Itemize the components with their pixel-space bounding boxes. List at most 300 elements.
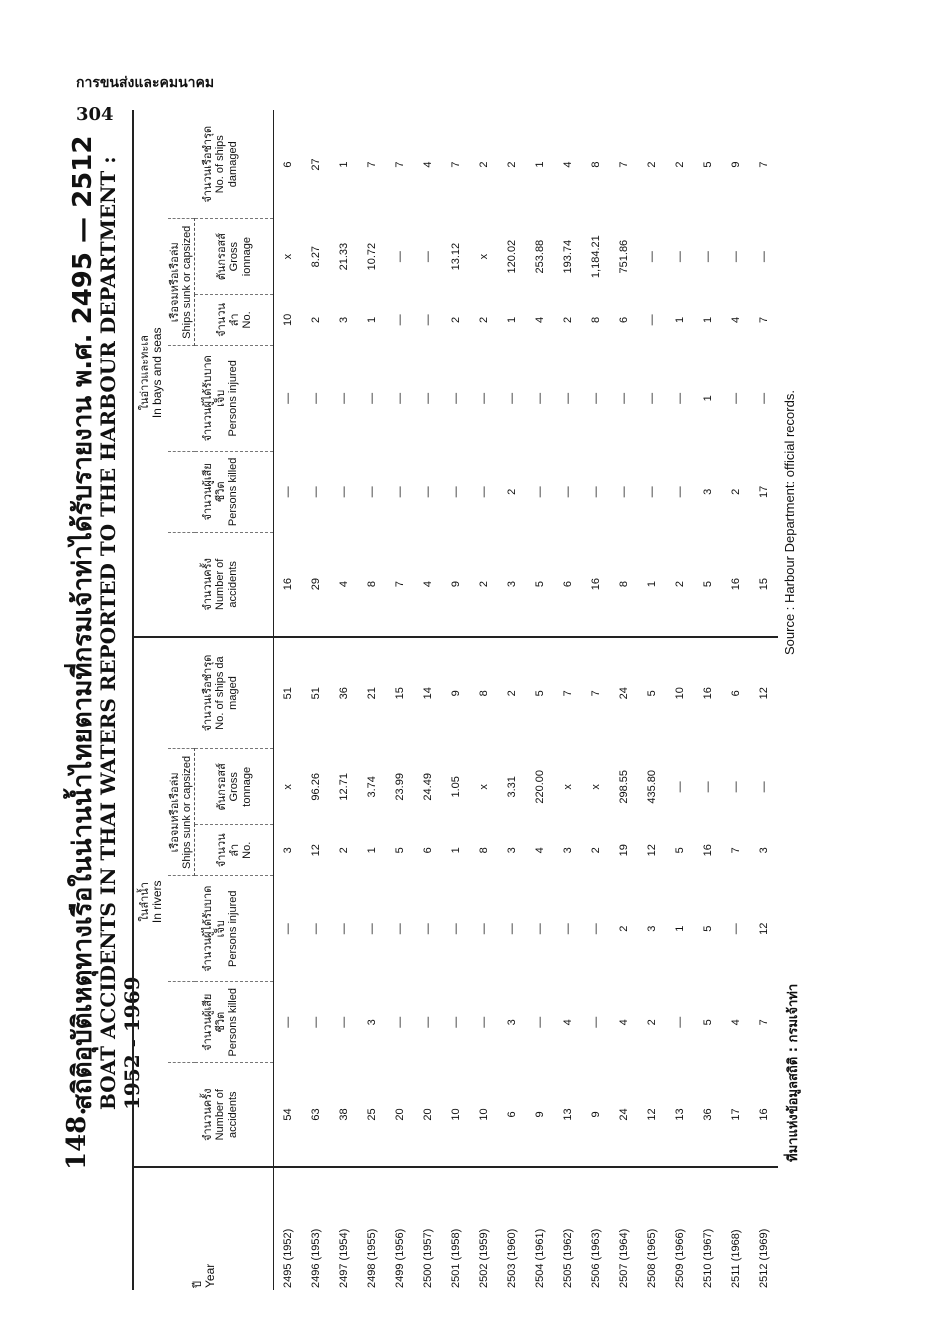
- table-row: [442, 110, 470, 1290]
- rivers-gross-tonnage-cell: 1.05: [450, 776, 462, 798]
- year-cell: 2510 (1967): [694, 1167, 722, 1290]
- seas-injured-cell: 1: [702, 395, 714, 402]
- rivers-gross-tonnage-cell: 12.71: [338, 773, 350, 801]
- rivers-accidents-cell: 20: [422, 1108, 434, 1121]
- table-row: [666, 110, 694, 1290]
- seas-sunk-no-cell: —: [646, 314, 658, 326]
- title-thai: สถิติอุบัติเหตุทางเรือในน่านน้ำไทยตามที่กรมเจ้าท่าได้รับรายงาน พ.ศ. 2495 — 2512: [68, 135, 98, 1110]
- seas-accidents-header: [168, 533, 274, 637]
- rivers-accidents-cell: 10: [478, 1108, 490, 1121]
- table-row: [694, 110, 722, 1290]
- rivers-damaged-cell: 10: [674, 687, 686, 700]
- rivers-killed-cell: —: [450, 1016, 462, 1028]
- year-cell: 2495 (1952): [274, 1167, 303, 1290]
- rivers-killed-cell: —: [282, 1016, 294, 1028]
- rivers-sunk-no-cell: 2: [590, 847, 602, 854]
- seas-accidents-cell: 29: [302, 533, 330, 637]
- seas-sunk-no-cell: 1: [702, 316, 714, 323]
- section-header: การขนส่งและคมนาคม: [76, 75, 215, 91]
- seas-gross-tonnage-cell: —: [422, 251, 434, 263]
- seas-sunk-header: [168, 219, 195, 345]
- seas-killed-cell: —: [646, 486, 658, 498]
- seas-injured-cell: —: [478, 392, 490, 404]
- rivers-killed-cell: —: [394, 1016, 406, 1028]
- rivers-injured-cell: —: [478, 923, 490, 935]
- seas-damaged-cell: 7: [394, 161, 406, 168]
- table-row: [750, 110, 778, 1290]
- seas-no-thai: จำนวนลำ: [214, 302, 241, 337]
- rivers-damaged-cell: 9: [450, 690, 462, 697]
- seas-accidents-cell: 16: [722, 533, 750, 637]
- rivers-sunk-no-cell: 3: [562, 847, 574, 854]
- year-cell: 2502 (1959): [470, 1167, 498, 1290]
- rivers-sunk-no-cell: 7: [730, 847, 742, 854]
- group-header-row: [134, 110, 168, 1290]
- rivers-sunk-thai: เรือจมหรือเรือล่ม: [168, 772, 181, 853]
- seas-damaged-cell: 1: [338, 161, 350, 168]
- seas-sunk-no-cell: 8: [590, 316, 602, 323]
- seas-killed-cell: —: [450, 486, 462, 498]
- year-cell: 2511 (1968): [722, 1167, 750, 1290]
- rivers-injured-cell: —: [282, 923, 294, 935]
- rivers-injured-cell: —: [310, 923, 322, 935]
- seas-injured-cell: —: [310, 392, 322, 404]
- seas-killed-en: Persons killed: [227, 457, 239, 527]
- rivers-sunk-no-cell: 1: [366, 847, 378, 854]
- seas-accidents-cell: 2: [470, 533, 498, 637]
- table-number: 148.: [62, 1106, 92, 1170]
- seas-damaged-cell: 1: [534, 161, 546, 168]
- seas-killed-cell: —: [618, 486, 630, 498]
- rivers-killed-cell: 5: [702, 1019, 714, 1026]
- rivers-gross-tonnage-cell: 435.80: [646, 769, 658, 804]
- rivers-gross-tonnage-cell: x: [478, 784, 490, 790]
- rivers-accidents-cell: 36: [702, 1108, 714, 1121]
- rivers-damaged-cell: 12: [758, 687, 770, 700]
- rivers-injured-cell: —: [506, 923, 518, 935]
- seas-injured-cell: —: [562, 392, 574, 404]
- rivers-accidents-cell: 6: [506, 1111, 518, 1118]
- rivers-damaged-cell: 24: [618, 687, 630, 700]
- year-cell: 2501 (1958): [442, 1167, 470, 1290]
- seas-gross-tonnage-cell: x: [478, 253, 490, 260]
- rivers-damaged-header: [168, 637, 274, 749]
- seas-killed-cell: 17: [758, 485, 770, 498]
- seas-killed-cell: —: [674, 486, 686, 498]
- seas-accidents-cell: 3: [498, 533, 526, 637]
- rivers-no-thai: จำนวนลำ: [214, 833, 241, 868]
- seas-accidents-cell: 4: [330, 533, 358, 637]
- table-row: [414, 110, 442, 1290]
- seas-damaged-cell: 9: [730, 161, 742, 168]
- seas-injured-cell: —: [618, 392, 630, 404]
- seas-accidents-cell: 7: [386, 533, 414, 637]
- seas-damaged-cell: 7: [450, 161, 462, 168]
- seas-injured-cell: —: [730, 392, 742, 404]
- seas-sunk-no-cell: 1: [506, 316, 518, 323]
- table-row: [358, 110, 386, 1290]
- rivers-killed-cell: 3: [366, 1019, 378, 1026]
- seas-gross-header: [195, 219, 274, 294]
- seas-damaged-cell: 5: [702, 161, 714, 168]
- rivers-sunk-no-cell: 3: [282, 847, 294, 854]
- rivers-sunk-no-cell: 6: [422, 847, 434, 854]
- seas-accidents-cell: 8: [358, 533, 386, 637]
- seas-killed-cell: 2: [506, 488, 518, 495]
- year-cell: 2508 (1965): [638, 1167, 666, 1290]
- rivers-en: In rivers: [150, 880, 164, 924]
- rivers-sunk-no-cell: 5: [394, 847, 406, 854]
- rivers-injured-cell: 1: [674, 925, 686, 932]
- rivers-sunk-no-cell: 12: [310, 844, 322, 857]
- seas-damaged-cell: 2: [478, 161, 490, 168]
- rivers-sunk-no-cell: 3: [506, 847, 518, 854]
- seas-gross-tonnage-cell: —: [730, 251, 742, 263]
- rivers-accidents-thai: จำนวนครั้ง: [201, 1088, 214, 1141]
- year-cell: 2505 (1962): [554, 1167, 582, 1290]
- rivers-gross-tonnage-cell: 3.74: [366, 776, 378, 798]
- rivers-group-header: [134, 637, 168, 1167]
- rivers-thai: ในลำน้ำ: [138, 882, 151, 922]
- table-row: [722, 110, 750, 1290]
- seas-accidents-cell: 1: [638, 533, 666, 637]
- seas-killed-cell: —: [338, 486, 350, 498]
- seas-injured-cell: —: [674, 392, 686, 404]
- page-number: 304: [76, 104, 114, 125]
- seas-damaged-cell: 27: [310, 158, 322, 171]
- rivers-injured-cell: —: [450, 923, 462, 935]
- seas-gross-tonnage-cell: x: [282, 253, 294, 260]
- seas-gross-tonnage-cell: 13.12: [450, 242, 462, 271]
- seas-killed-thai: จำนวนผู้เสียชีวิต: [201, 463, 227, 521]
- seas-accidents-cell: 6: [554, 533, 582, 637]
- seas-killed-cell: 2: [730, 488, 742, 495]
- seas-sunk-no-cell: 7: [758, 316, 770, 323]
- rivers-gross-tonnage-cell: 3.31: [506, 776, 518, 798]
- table-row: [498, 110, 526, 1290]
- year-cell: 2504 (1961): [526, 1167, 554, 1290]
- rivers-killed-cell: —: [310, 1016, 322, 1028]
- rivers-killed-cell: —: [422, 1016, 434, 1028]
- rivers-sunk-no-cell: 19: [618, 844, 630, 857]
- rivers-killed-en: Persons killed: [227, 988, 239, 1057]
- seas-sunk-no-cell: 2: [562, 316, 574, 323]
- seas-killed-cell: —: [394, 486, 406, 498]
- rivers-sunk-no-cell: 2: [338, 847, 350, 854]
- seas-damaged-cell: 7: [758, 161, 770, 168]
- seas-sunk-en: Ships sunk or capsized: [181, 225, 193, 339]
- seas-injured-cell: —: [394, 392, 406, 404]
- rivers-damaged-cell: 6: [730, 690, 742, 697]
- seas-killed-cell: —: [310, 486, 322, 498]
- seas-killed-cell: —: [366, 486, 378, 498]
- seas-accidents-thai: จำนวนครั้ง: [201, 558, 214, 611]
- seas-killed-cell: 3: [702, 488, 714, 495]
- rivers-injured-cell: —: [366, 923, 378, 935]
- rivers-gross-header: [195, 749, 274, 825]
- title-english: BOAT ACCIDENTS IN THAI WATERS REPORTED TO THE HARBOUR DEPARTMENT : 1952 - 1969: [96, 156, 144, 1110]
- seas-damaged-header: [168, 110, 274, 219]
- seas-injured-cell: —: [450, 392, 462, 404]
- rivers-gross-tonnage-cell: 96.26: [310, 773, 322, 801]
- seas-gross-tonnage-cell: 193.74: [562, 239, 574, 274]
- seas-damaged-cell: 2: [674, 161, 686, 168]
- rivers-sunk-en: Ships sunk or capsized: [181, 755, 193, 869]
- rivers-gross-tonnage-cell: x: [562, 784, 574, 790]
- rivers-killed-cell: 7: [758, 1019, 770, 1026]
- seas-gross-tonnage-cell: 21.33: [338, 242, 350, 271]
- rivers-damaged-cell: 51: [310, 687, 322, 700]
- rivers-injured-cell: —: [394, 923, 406, 935]
- rivers-accidents-cell: 63: [310, 1108, 322, 1121]
- year-cell: 2509 (1966): [666, 1167, 694, 1290]
- seas-damaged-cell: 2: [506, 161, 518, 168]
- table-row: [526, 110, 554, 1290]
- rivers-sunk-no-cell: 16: [702, 844, 714, 857]
- seas-sunk-no-cell: 6: [618, 316, 630, 323]
- seas-accidents-cell: 8: [610, 533, 638, 637]
- rivers-accidents-cell: 17: [730, 1108, 742, 1121]
- rivers-damaged-cell: 51: [282, 687, 294, 700]
- year-cell: 2507 (1964): [610, 1167, 638, 1290]
- seas-sunk-no-cell: —: [422, 314, 434, 326]
- seas-injured-header: [168, 345, 274, 451]
- year-cell: 2497 (1954): [330, 1167, 358, 1290]
- table-row: [610, 110, 638, 1290]
- seas-injured-cell: —: [646, 392, 658, 404]
- seas-injured-cell: —: [758, 392, 770, 404]
- rivers-accidents-cell: 13: [562, 1108, 574, 1121]
- rivers-accidents-cell: 9: [534, 1111, 546, 1118]
- rivers-accidents-cell: 10: [450, 1108, 462, 1121]
- rivers-damaged-cell: 14: [422, 687, 434, 700]
- table-row: [274, 110, 303, 1290]
- seas-gross-tonnage-cell: 8.27: [310, 245, 322, 268]
- rivers-injured-cell: —: [562, 923, 574, 935]
- seas-killed-cell: —: [478, 486, 490, 498]
- seas-thai: ในอ่าวและทะเล: [138, 335, 151, 411]
- seas-killed-cell: —: [534, 486, 546, 498]
- seas-no-header: [195, 294, 274, 345]
- rivers-injured-en: Persons injured: [227, 890, 239, 967]
- subgroup-header-row: [168, 110, 195, 1290]
- year-cell: 2512 (1969): [750, 1167, 778, 1290]
- seas-gross-tonnage-cell: —: [702, 251, 714, 263]
- seas-gross-tonnage-cell: —: [646, 251, 658, 263]
- seas-gross-tonnage-cell: —: [758, 251, 770, 263]
- seas-gross-tonnage-cell: 751.86: [618, 239, 630, 274]
- year-header-en: Year: [202, 1263, 217, 1288]
- rivers-accidents-cell: 38: [338, 1108, 350, 1121]
- rivers-gross-tonnage-cell: 23.99: [394, 773, 406, 801]
- seas-accidents-cell: 5: [526, 533, 554, 637]
- rivers-killed-cell: 2: [646, 1019, 658, 1026]
- rivers-injured-cell: —: [730, 923, 742, 935]
- rivers-damaged-cell: 5: [534, 690, 546, 697]
- rivers-gross-tonnage-cell: 298.55: [618, 769, 630, 804]
- seas-sunk-no-cell: 4: [534, 316, 546, 323]
- seas-damaged-en: No. of ships damaged: [214, 135, 239, 194]
- year-cell: 2506 (1963): [582, 1167, 610, 1290]
- rivers-gross-tonnage-cell: —: [758, 781, 770, 793]
- seas-sunk-no-cell: 10: [282, 313, 294, 327]
- rivers-killed-header: [168, 982, 274, 1063]
- seas-killed-header: [168, 451, 274, 532]
- seas-killed-cell: —: [282, 486, 294, 498]
- rivers-damaged-cell: 21: [366, 687, 378, 700]
- rivers-gross-tonnage-cell: x: [282, 784, 294, 790]
- table-row: [330, 110, 358, 1290]
- seas-sunk-no-cell: 1: [674, 316, 686, 323]
- rivers-killed-cell: —: [590, 1016, 602, 1028]
- rivers-killed-cell: —: [674, 1016, 686, 1028]
- seas-accidents-cell: 9: [442, 533, 470, 637]
- rivers-no-en: No.: [240, 841, 253, 859]
- rivers-sunk-no-cell: 5: [674, 847, 686, 854]
- rivers-injured-cell: 3: [646, 925, 658, 932]
- rivers-damaged-cell: 36: [338, 687, 350, 700]
- seas-damaged-cell: 4: [562, 161, 574, 168]
- rivers-killed-cell: 3: [506, 1019, 518, 1026]
- seas-sunk-no-cell: 2: [310, 316, 322, 323]
- rivers-killed-cell: —: [478, 1016, 490, 1028]
- rivers-accidents-cell: 24: [618, 1108, 630, 1121]
- seas-injured-cell: —: [590, 392, 602, 404]
- rivers-accidents-cell: 54: [282, 1108, 294, 1121]
- seas-accidents-en: Number of accidents: [214, 558, 239, 610]
- year-cell: 2500 (1957): [414, 1167, 442, 1290]
- rivers-accidents-cell: 20: [394, 1108, 406, 1121]
- seas-gross-tonnage-cell: 253.88: [534, 239, 546, 274]
- rivers-accidents-cell: 12: [646, 1108, 658, 1121]
- seas-gross-thai: ตันกรอสส์: [214, 233, 228, 281]
- table-row: [554, 110, 582, 1290]
- seas-gross-tonnage-cell: 1,184.21: [590, 235, 602, 279]
- seas-killed-cell: —: [422, 486, 434, 498]
- seas-damaged-cell: 7: [618, 161, 630, 168]
- rotated-table-sheet: [62, 105, 837, 1290]
- rivers-damaged-cell: 16: [702, 687, 714, 700]
- seas-injured-en: Persons injured: [227, 360, 239, 437]
- rivers-gross-tonnage-cell: x: [590, 784, 602, 790]
- seas-gross-tonnage-cell: —: [674, 251, 686, 263]
- rivers-no-header: [195, 825, 274, 876]
- seas-killed-cell: —: [562, 486, 574, 498]
- boat-accidents-table: [134, 110, 778, 1290]
- rivers-killed-cell: —: [338, 1016, 350, 1028]
- seas-accidents-cell: 4: [414, 533, 442, 637]
- rivers-damaged-en: No. of ships da maged: [214, 656, 239, 730]
- rivers-sunk-no-cell: 4: [534, 847, 546, 854]
- seas-damaged-cell: 8: [590, 161, 602, 168]
- rivers-gross-tonnage-cell: 220.00: [534, 769, 546, 804]
- rivers-gross-tonnage-cell: 24.49: [422, 773, 434, 801]
- rivers-gross-en: Gross tonnage: [227, 766, 253, 807]
- seas-accidents-cell: 5: [694, 533, 722, 637]
- year-header-thai: ปี: [190, 1281, 204, 1288]
- year-cell: 2503 (1960): [498, 1167, 526, 1290]
- rivers-gross-tonnage-cell: —: [702, 781, 714, 793]
- seas-injured-cell: —: [366, 392, 378, 404]
- rivers-gross-thai: ตันกรอสส์: [214, 763, 228, 811]
- seas-gross-tonnage-cell: —: [394, 251, 406, 263]
- seas-injured-cell: —: [282, 392, 294, 404]
- table-row: [638, 110, 666, 1290]
- rivers-sunk-no-cell: 1: [450, 847, 462, 854]
- seas-damaged-cell: 7: [366, 161, 378, 168]
- rivers-killed-cell: 4: [618, 1019, 630, 1026]
- rivers-accidents-en: Number of accidents: [214, 1089, 239, 1141]
- seas-sunk-no-cell: 2: [450, 316, 462, 323]
- table-row: [470, 110, 498, 1290]
- rivers-accidents-cell: 9: [590, 1111, 602, 1118]
- year-cell: 2496 (1953): [302, 1167, 330, 1290]
- seas-accidents-cell: 16: [582, 533, 610, 637]
- rivers-damaged-thai: จำนวนเรือชำรุด: [201, 654, 214, 732]
- rivers-killed-cell: —: [534, 1016, 546, 1028]
- rivers-damaged-cell: 7: [590, 690, 602, 697]
- seas-sunk-no-cell: 4: [730, 316, 742, 323]
- seas-sunk-no-cell: —: [394, 314, 406, 326]
- rivers-damaged-cell: 2: [506, 690, 518, 697]
- rivers-injured-cell: 5: [702, 925, 714, 932]
- rivers-sunk-no-cell: 8: [478, 847, 490, 854]
- seas-injured-cell: —: [422, 392, 434, 404]
- seas-sunk-no-cell: 1: [366, 316, 378, 323]
- rivers-gross-tonnage-cell: —: [674, 781, 686, 793]
- seas-group-header: [134, 110, 168, 637]
- seas-damaged-cell: 6: [282, 161, 294, 168]
- rivers-injured-cell: —: [590, 923, 602, 935]
- seas-accidents-cell: 2: [666, 533, 694, 637]
- rivers-accidents-cell: 25: [366, 1108, 378, 1121]
- year-cell: 2498 (1955): [358, 1167, 386, 1290]
- rivers-sunk-no-cell: 12: [646, 844, 658, 857]
- seas-injured-cell: —: [338, 392, 350, 404]
- table-body: [274, 110, 779, 1290]
- seas-injured-cell: —: [534, 392, 546, 404]
- seas-gross-tonnage-cell: 120.02: [506, 239, 518, 274]
- year-cell: 2499 (1956): [386, 1167, 414, 1290]
- rivers-accidents-cell: 16: [758, 1108, 770, 1121]
- rivers-damaged-cell: 8: [478, 690, 490, 697]
- rivers-killed-thai: จำนวนผู้เสียชีวิต: [201, 993, 227, 1051]
- seas-damaged-cell: 4: [422, 161, 434, 168]
- source-english: Source : Harbour Department: official records.: [782, 390, 797, 655]
- rivers-injured-cell: —: [534, 923, 546, 935]
- seas-sunk-no-cell: 2: [478, 316, 490, 323]
- table-row: [302, 110, 330, 1290]
- seas-injured-thai: จำนวนผู้ได้รับบาดเจ็บ: [201, 355, 227, 442]
- table-row: [582, 110, 610, 1290]
- seas-accidents-cell: 15: [750, 533, 778, 637]
- rivers-gross-tonnage-cell: —: [730, 781, 742, 793]
- seas-killed-cell: —: [590, 486, 602, 498]
- seas-en: In bays and seas: [150, 327, 164, 419]
- rivers-injured-cell: 12: [758, 922, 770, 935]
- table-row: [386, 110, 414, 1290]
- rivers-sunk-no-cell: 3: [758, 847, 770, 854]
- seas-damaged-cell: 2: [646, 161, 658, 168]
- rivers-injured-thai: จำนวนผู้ได้รับบาดเจ็บ: [201, 885, 227, 972]
- seas-no-en: No.: [240, 311, 253, 329]
- seas-gross-tonnage-cell: 10.72: [366, 242, 378, 271]
- rivers-injured-header: [168, 876, 274, 982]
- rivers-damaged-cell: 5: [646, 690, 658, 697]
- seas-sunk-thai: เรือจมหรือเรือล่ม: [168, 242, 181, 323]
- seas-gross-en: Gross ionnage: [227, 237, 253, 277]
- rivers-injured-cell: 2: [618, 925, 630, 932]
